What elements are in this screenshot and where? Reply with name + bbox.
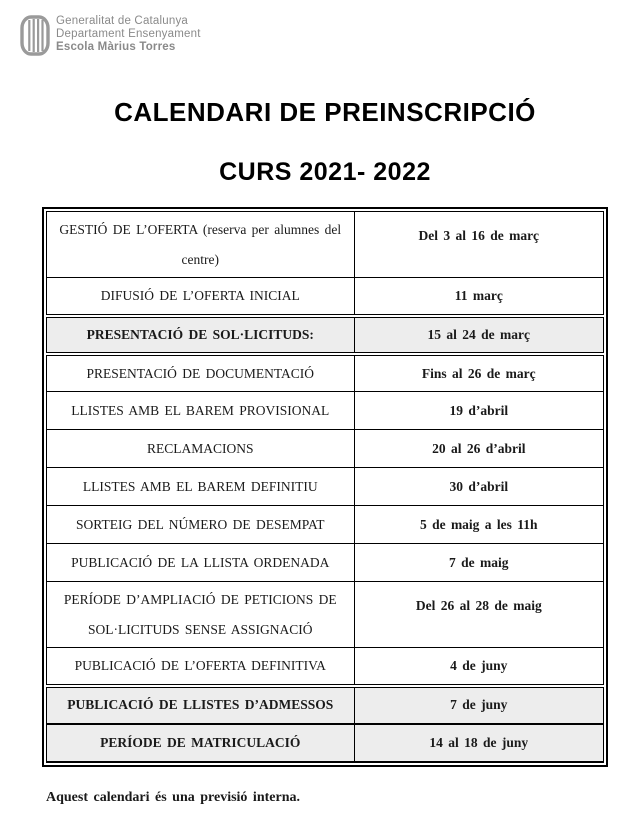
date-cell: 7 de maig [354, 544, 603, 582]
document-content [42, 97, 608, 806]
activity-cell: PRESENTACIÓ DE DOCUMENTACIÓ [47, 354, 355, 392]
org-department-line: Departament Ensenyament [56, 28, 201, 40]
activity-cell: PERÍODE D’AMPLIACIÓ DE PETICIONS DE SOL·LICITUDS SENSE ASSIGNACIÓ [47, 582, 355, 648]
generalitat-shield-icon [20, 15, 50, 61]
activity-cell: LLISTES AMB EL BAREM PROVISIONAL [47, 392, 355, 430]
date-cell: Del 26 al 28 de maig [354, 582, 603, 648]
letterhead [0, 0, 629, 61]
table-row [47, 430, 604, 468]
activity-cell: PRESENTACIÓ DE SOL·LICITUDS: [47, 316, 355, 354]
activity-cell: PUBLICACIÓ DE LLISTES D’ADMESSOS [47, 686, 355, 724]
school-name-line: Escola Màrius Torres [56, 41, 176, 53]
activity-cell: RECLAMACIONS [47, 430, 355, 468]
page-title: CALENDARI DE PREINSCRIPCIÓ [114, 97, 536, 127]
table-row [47, 278, 604, 316]
table-row [47, 648, 604, 686]
date-cell: 14 al 18 de juny [354, 724, 603, 762]
calendar-table [42, 207, 608, 767]
activity-cell: PUBLICACIÓ DE LA LLISTA ORDENADA [47, 544, 355, 582]
activity-cell: PERÍODE DE MATRICULACIÓ [47, 724, 355, 762]
table-row [47, 354, 604, 392]
activity-cell: GESTIÓ DE L’OFERTA (reserva per alumnes del centre) [47, 212, 355, 278]
activity-cell: SORTEIG DEL NÚMERO DE DESEMPAT [47, 506, 355, 544]
date-cell: Del 3 al 16 de març [354, 212, 603, 278]
page-subtitle: CURS 2021- 2022 [219, 158, 431, 186]
footnote: Aquest calendari és una previsió interna. [46, 789, 300, 805]
org-name-line: Generalitat de Catalunya [56, 15, 189, 27]
table-row [47, 392, 604, 430]
table-row [47, 582, 604, 648]
table-row-highlighted [47, 724, 604, 762]
table-row [47, 506, 604, 544]
table-row-highlighted [47, 316, 604, 354]
date-cell: 20 al 26 d’abril [354, 430, 603, 468]
date-cell: 19 d’abril [354, 392, 603, 430]
org-text [56, 13, 201, 54]
activity-cell: LLISTES AMB EL BAREM DEFINITIU [47, 468, 355, 506]
date-cell: Fins al 26 de març [354, 354, 603, 392]
activity-cell: DIFUSIÓ DE L’OFERTA INICIAL [47, 278, 355, 316]
table-row [47, 544, 604, 582]
table-row [47, 212, 604, 278]
date-cell: 30 d’abril [354, 468, 603, 506]
date-cell: 4 de juny [354, 648, 603, 686]
table-row-highlighted [47, 686, 604, 724]
table-row [47, 468, 604, 506]
date-cell: 7 de juny [354, 686, 603, 724]
date-cell: 5 de maig a les 11h [354, 506, 603, 544]
date-cell: 11 març [354, 278, 603, 316]
activity-cell: PUBLICACIÓ DE L’OFERTA DEFINITIVA [47, 648, 355, 686]
date-cell: 15 al 24 de març [354, 316, 603, 354]
